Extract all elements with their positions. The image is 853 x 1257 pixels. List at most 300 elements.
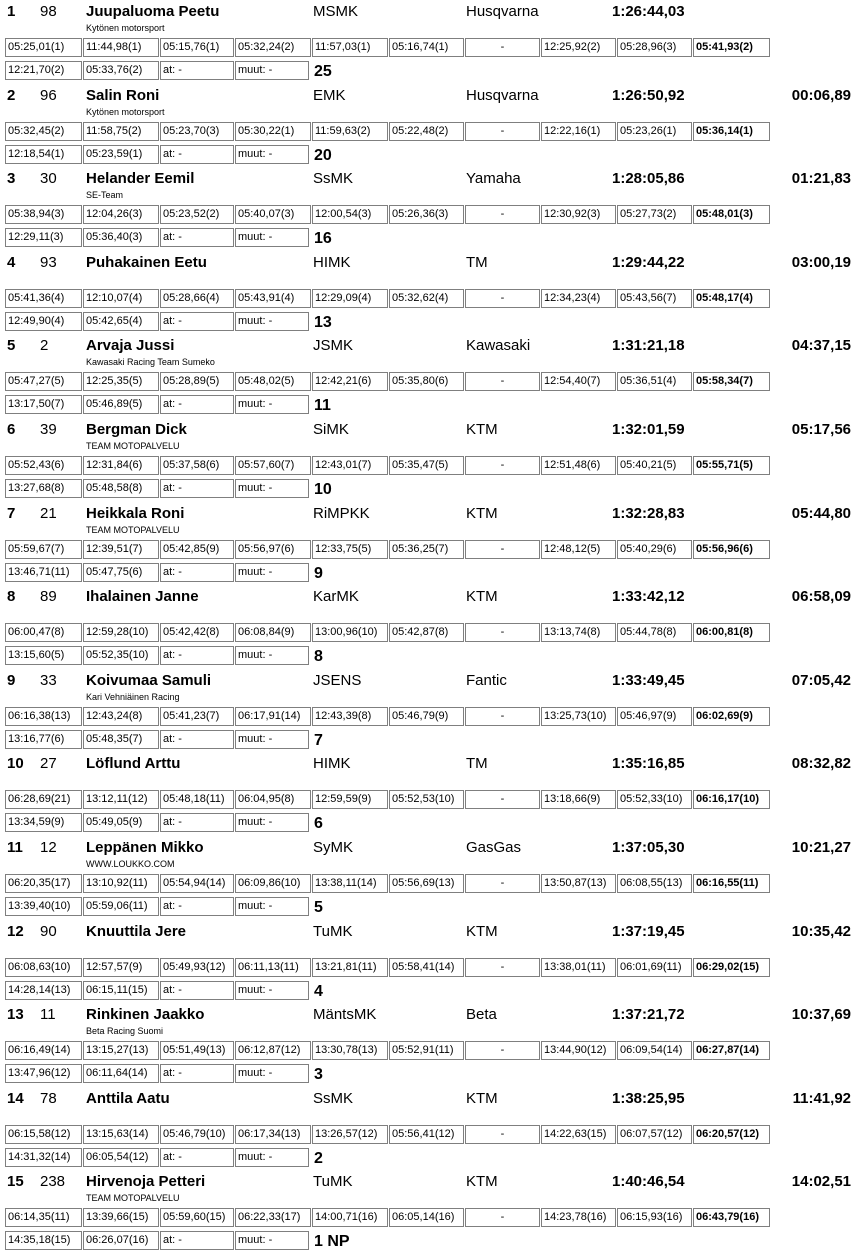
- lap-time-cell: 05:56,41(12): [389, 1125, 464, 1144]
- result-row: [0, 84, 853, 168]
- at-cell: at: -: [160, 897, 234, 916]
- motorcycle-make: Husqvarna: [466, 3, 539, 20]
- lap-time-cell: 06:04,95(8): [235, 790, 311, 809]
- lap-time-cell: -: [465, 874, 540, 893]
- lap-time-cell: 05:59,60(15): [160, 1208, 234, 1227]
- lap-time-cell: 12:43,01(7): [312, 456, 388, 475]
- lap-time-cell: 06:11,64(14): [83, 1064, 159, 1083]
- time-gap: 06:58,09: [791, 588, 851, 606]
- lap-time-cell: 06:15,93(16): [617, 1208, 692, 1227]
- lap-time-cell: 13:38,01(11): [541, 958, 616, 977]
- lap-time-cell: 05:46,79(9): [389, 707, 464, 726]
- lap-time-cell: 05:28,89(5): [160, 372, 234, 391]
- time-gap: 11:41,92: [792, 1089, 851, 1107]
- result-row: [0, 502, 853, 586]
- bib-number: 27: [40, 755, 57, 773]
- lap-time-cell: 05:40,29(6): [617, 540, 692, 559]
- result-row: [0, 920, 853, 1004]
- lap-time-cell: 06:08,55(13): [617, 874, 692, 893]
- rider-header: [0, 585, 853, 609]
- lap-time-cell: -: [465, 790, 540, 809]
- lap-time-cell: -: [465, 1208, 540, 1227]
- lap-time-cell: 05:25,01(1): [5, 38, 82, 57]
- lap-time-cell: 05:23,70(3): [160, 122, 234, 141]
- rider-name: Rinkinen Jaakko: [86, 1006, 205, 1024]
- best-lap-cell: 06:16,55(11): [693, 874, 770, 893]
- lap-time-cell: 13:30,78(13): [312, 1041, 388, 1060]
- time-gap: 01:21,83: [791, 170, 851, 188]
- lap-time-cell: 14:35,18(15): [5, 1231, 82, 1250]
- motorcycle-make: KTM: [466, 922, 498, 940]
- lap-time-cell: 13:34,59(9): [5, 813, 82, 832]
- lap-time-cell: 05:27,73(2): [617, 205, 692, 224]
- lap-time-cell: 05:49,05(9): [83, 813, 159, 832]
- result-row: [0, 836, 853, 920]
- lap-time-cell: 14:31,32(14): [5, 1148, 82, 1167]
- lap-time-cell: 06:09,86(10): [235, 874, 311, 893]
- result-row: [0, 1087, 853, 1171]
- rider-header: [0, 920, 853, 944]
- team-name: Beta Racing Suomi: [86, 1026, 164, 1037]
- lap-time-cell: 13:00,96(10): [312, 623, 388, 642]
- lap-time-cell: 13:26,57(12): [312, 1125, 388, 1144]
- lap-time-cell: 12:49,90(4): [5, 312, 82, 331]
- position: 14: [7, 1089, 24, 1107]
- lap-time-cell: 14:22,63(15): [541, 1125, 616, 1144]
- result-row: [0, 669, 853, 753]
- position: 8: [7, 588, 16, 606]
- best-lap-cell: 05:55,71(5): [693, 456, 770, 475]
- team-name: SE-Team: [86, 190, 124, 201]
- time-gap: 10:35,42: [791, 922, 851, 940]
- lap-time-cell: 13:25,73(10): [541, 707, 616, 726]
- lap-time-cell: 05:41,23(7): [160, 707, 234, 726]
- motorcycle-make: TM: [466, 755, 488, 773]
- lap-time-cell: 12:25,92(2): [541, 38, 616, 57]
- rider-header: [0, 836, 853, 860]
- rider-header: [0, 502, 853, 526]
- lap-time-cell: 06:17,91(14): [235, 707, 311, 726]
- at-cell: at: -: [160, 228, 234, 247]
- lap-time-cell: 05:26,36(3): [389, 205, 464, 224]
- other-cell: muut: -: [235, 395, 309, 414]
- bib-number: 78: [40, 1089, 57, 1107]
- motorcycle-make: Fantic: [466, 671, 507, 689]
- lap-time-cell: -: [465, 1041, 540, 1060]
- motorcycle-make: Kawasaki: [466, 337, 531, 355]
- lap-time-cell: -: [465, 205, 540, 224]
- other-cell: muut: -: [235, 1148, 309, 1167]
- total-time: 1:31:21,18: [612, 337, 685, 355]
- rider-header: [0, 1087, 853, 1111]
- at-cell: at: -: [160, 1231, 234, 1250]
- lap-time-cell: 12:30,92(3): [541, 205, 616, 224]
- lap-time-cell: 12:51,48(6): [541, 456, 616, 475]
- position: 11: [7, 838, 23, 856]
- lap-time-cell: 05:47,27(5): [5, 372, 82, 391]
- at-cell: at: -: [160, 61, 234, 80]
- lap-time-cell: 05:22,48(2): [389, 122, 464, 141]
- team-name: TEAM MOTOPALVELU: [86, 440, 180, 451]
- team-name: Kari Vehniäinen Racing: [86, 691, 180, 702]
- rider-header: [0, 0, 853, 24]
- bib-number: 39: [40, 420, 57, 438]
- position: 4: [7, 253, 16, 271]
- other-cell: muut: -: [235, 145, 309, 164]
- lap-time-cell: -: [465, 456, 540, 475]
- lap-time-cell: 13:15,27(13): [83, 1041, 159, 1060]
- rider-header: [0, 167, 853, 191]
- lap-time-cell: 05:35,80(6): [389, 372, 464, 391]
- lap-time-cell: 05:54,94(14): [160, 874, 234, 893]
- total-time: 1:26:44,03: [612, 3, 685, 20]
- rider-name: Hirvenoja Petteri: [86, 1173, 206, 1191]
- points: 11: [314, 397, 331, 415]
- lap-time-cell: 05:32,24(2): [235, 38, 311, 57]
- club: HIMK: [313, 253, 351, 271]
- lap-time-cell: 13:15,60(5): [5, 646, 82, 665]
- lap-time-cell: 12:29,11(3): [5, 228, 82, 247]
- club: SyMK: [313, 838, 354, 856]
- lap-time-cell: -: [465, 623, 540, 642]
- best-lap-cell: 06:02,69(9): [693, 707, 770, 726]
- lap-time-cell: 05:59,06(11): [83, 897, 159, 916]
- rider-header: [0, 752, 853, 776]
- team-name: Kytönen motorsport: [86, 106, 165, 117]
- total-time: 1:32:28,83: [612, 504, 685, 522]
- lap-time-cell: 12:39,51(7): [83, 540, 159, 559]
- best-lap-cell: 06:16,17(10): [693, 790, 770, 809]
- lap-time-cell: 05:57,60(7): [235, 456, 311, 475]
- points: 5: [314, 898, 323, 916]
- rider-name: Löflund Arttu: [86, 755, 181, 773]
- best-lap-cell: 06:27,87(14): [693, 1041, 770, 1060]
- other-cell: muut: -: [235, 646, 309, 665]
- club: HIMK: [313, 755, 351, 773]
- rider-header: [0, 251, 853, 275]
- position: 6: [7, 420, 16, 438]
- total-time: 1:26:50,92: [612, 86, 685, 104]
- lap-time-cell: 05:42,42(8): [160, 623, 234, 642]
- lap-time-cell: 12:54,40(7): [541, 372, 616, 391]
- lap-time-cell: 05:52,35(10): [83, 646, 159, 665]
- bib-number: 238: [40, 1173, 66, 1191]
- lap-time-cell: -: [465, 958, 540, 977]
- lap-time-cell: 13:39,66(15): [83, 1208, 159, 1227]
- rider-header: [0, 1170, 853, 1194]
- lap-time-cell: 05:43,91(4): [235, 289, 311, 308]
- lap-time-cell: 05:32,62(4): [389, 289, 464, 308]
- lap-time-cell: -: [465, 707, 540, 726]
- position: 13: [7, 1006, 24, 1024]
- lap-time-cell: 05:43,56(7): [617, 289, 692, 308]
- lap-time-cell: 13:16,77(6): [5, 730, 82, 749]
- result-row: [0, 418, 853, 502]
- best-lap-cell: 06:20,57(12): [693, 1125, 770, 1144]
- rider-name: Salin Roni: [86, 86, 160, 104]
- lap-time-cell: 14:28,14(13): [5, 981, 82, 1000]
- bib-number: 33: [40, 671, 57, 689]
- lap-time-cell: 11:44,98(1): [83, 38, 159, 57]
- club: SsMK: [313, 170, 354, 188]
- points: 20: [314, 146, 332, 164]
- lap-time-cell: 05:49,93(12): [160, 958, 234, 977]
- lap-time-cell: 05:42,65(4): [83, 312, 159, 331]
- lap-time-cell: 12:10,07(4): [83, 289, 159, 308]
- club: MSMK: [313, 3, 358, 20]
- at-cell: at: -: [160, 145, 234, 164]
- lap-time-cell: 05:56,69(13): [389, 874, 464, 893]
- lap-time-cell: 05:46,97(9): [617, 707, 692, 726]
- best-lap-cell: 05:48,01(3): [693, 205, 770, 224]
- result-row: [0, 1170, 853, 1254]
- lap-time-cell: 12:43,24(8): [83, 707, 159, 726]
- lap-time-cell: 05:36,25(7): [389, 540, 464, 559]
- points: 7: [314, 731, 323, 749]
- motorcycle-make: KTM: [466, 1173, 498, 1191]
- at-cell: at: -: [160, 981, 234, 1000]
- lap-time-cell: 13:39,40(10): [5, 897, 82, 916]
- bib-number: 12: [40, 838, 57, 856]
- team-name: WWW.LOUKKO.COM: [86, 858, 175, 869]
- total-time: 1:37:19,45: [612, 922, 685, 940]
- lap-time-cell: 11:58,75(2): [83, 122, 159, 141]
- result-row: [0, 585, 853, 669]
- club: JSMK: [313, 337, 354, 355]
- other-cell: muut: -: [235, 1064, 309, 1083]
- lap-time-cell: 05:47,75(6): [83, 563, 159, 582]
- lap-time-cell: 13:17,50(7): [5, 395, 82, 414]
- other-cell: muut: -: [235, 312, 309, 331]
- other-cell: muut: -: [235, 1231, 309, 1250]
- bib-number: 2: [40, 337, 49, 355]
- best-lap-cell: 05:58,34(7): [693, 372, 770, 391]
- lap-time-cell: 05:16,74(1): [389, 38, 464, 57]
- team-name: TEAM MOTOPALVELU: [86, 524, 180, 535]
- lap-time-cell: 05:58,41(14): [389, 958, 464, 977]
- rider-name: Juupaluoma Peetu: [86, 3, 220, 20]
- other-cell: muut: -: [235, 981, 309, 1000]
- lap-time-cell: -: [465, 540, 540, 559]
- at-cell: at: -: [160, 479, 234, 498]
- lap-time-cell: 05:52,43(6): [5, 456, 82, 475]
- lap-time-cell: 13:18,66(9): [541, 790, 616, 809]
- club: EMK: [313, 86, 346, 104]
- lap-time-cell: 12:29,09(4): [312, 289, 388, 308]
- lap-time-cell: 05:51,49(13): [160, 1041, 234, 1060]
- lap-time-cell: 05:40,07(3): [235, 205, 311, 224]
- best-lap-cell: 06:43,79(16): [693, 1208, 770, 1227]
- motorcycle-make: KTM: [466, 588, 498, 606]
- at-cell: at: -: [160, 395, 234, 414]
- lap-time-cell: 13:46,71(11): [5, 563, 82, 582]
- lap-time-cell: 11:59,63(2): [312, 122, 388, 141]
- lap-time-cell: 13:10,92(11): [83, 874, 159, 893]
- total-time: 1:35:16,85: [612, 755, 685, 773]
- bib-number: 89: [40, 588, 57, 606]
- lap-time-cell: 06:08,63(10): [5, 958, 82, 977]
- rider-header: [0, 84, 853, 108]
- club: SsMK: [313, 1089, 354, 1107]
- total-time: 1:32:01,59: [612, 420, 685, 438]
- bib-number: 93: [40, 253, 57, 271]
- lap-time-cell: 05:36,40(3): [83, 228, 159, 247]
- total-time: 1:38:25,95: [612, 1089, 685, 1107]
- total-time: 1:40:46,54: [612, 1173, 685, 1191]
- lap-time-cell: 05:40,21(5): [617, 456, 692, 475]
- lap-time-cell: 14:00,71(16): [312, 1208, 388, 1227]
- lap-time-cell: 06:11,13(11): [235, 958, 311, 977]
- lap-time-cell: 05:42,85(9): [160, 540, 234, 559]
- rider-name: Koivumaa Samuli: [86, 671, 212, 689]
- lap-time-cell: 12:34,23(4): [541, 289, 616, 308]
- lap-time-cell: 05:46,79(10): [160, 1125, 234, 1144]
- lap-time-cell: 06:17,34(13): [235, 1125, 311, 1144]
- other-cell: muut: -: [235, 228, 309, 247]
- best-lap-cell: 06:00,81(8): [693, 623, 770, 642]
- time-gap: 10:37,69: [791, 1006, 851, 1024]
- other-cell: muut: -: [235, 479, 309, 498]
- lap-time-cell: 05:46,89(5): [83, 395, 159, 414]
- lap-time-cell: 12:22,16(1): [541, 122, 616, 141]
- time-gap: 05:44,80: [791, 504, 851, 522]
- points: 16: [314, 230, 332, 248]
- team-name: Kytönen motorsport: [86, 23, 165, 33]
- lap-time-cell: 05:28,96(3): [617, 38, 692, 57]
- lap-time-cell: 05:41,36(4): [5, 289, 82, 308]
- lap-time-cell: 06:09,54(14): [617, 1041, 692, 1060]
- lap-time-cell: 05:38,94(3): [5, 205, 82, 224]
- points: 2: [314, 1149, 323, 1167]
- lap-time-cell: 06:12,87(12): [235, 1041, 311, 1060]
- lap-time-cell: 06:26,07(16): [83, 1231, 159, 1250]
- result-row: [0, 0, 853, 84]
- lap-time-cell: 06:14,35(11): [5, 1208, 82, 1227]
- lap-time-cell: 05:52,53(10): [389, 790, 464, 809]
- lap-time-cell: 12:57,57(9): [83, 958, 159, 977]
- lap-time-cell: -: [465, 1125, 540, 1144]
- lap-time-cell: 12:59,59(9): [312, 790, 388, 809]
- position: 12: [7, 922, 24, 940]
- lap-time-cell: 13:12,11(12): [83, 790, 159, 809]
- lap-time-cell: 05:36,51(4): [617, 372, 692, 391]
- bib-number: 90: [40, 922, 57, 940]
- lap-time-cell: 05:32,45(2): [5, 122, 82, 141]
- position: 5: [7, 337, 16, 355]
- other-cell: muut: -: [235, 61, 309, 80]
- result-row: [0, 1003, 853, 1087]
- lap-time-cell: 05:48,58(8): [83, 479, 159, 498]
- at-cell: at: -: [160, 563, 234, 582]
- position: 15: [7, 1173, 24, 1191]
- lap-time-cell: 05:15,76(1): [160, 38, 234, 57]
- lap-time-cell: 12:00,54(3): [312, 205, 388, 224]
- total-time: 1:37:05,30: [612, 838, 685, 856]
- best-lap-cell: 06:29,02(15): [693, 958, 770, 977]
- lap-time-cell: 06:15,11(15): [83, 981, 159, 1000]
- result-row: [0, 167, 853, 251]
- best-lap-cell: 05:56,96(6): [693, 540, 770, 559]
- lap-time-cell: 05:23,59(1): [83, 145, 159, 164]
- rider-name: Arvaja Jussi: [86, 337, 175, 355]
- rider-header: [0, 334, 853, 358]
- at-cell: at: -: [160, 646, 234, 665]
- lap-time-cell: 06:07,57(12): [617, 1125, 692, 1144]
- rider-name: Puhakainen Eetu: [86, 253, 207, 271]
- bib-number: 11: [40, 1006, 56, 1024]
- club: SiMK: [313, 420, 349, 438]
- lap-time-cell: 12:21,70(2): [5, 61, 82, 80]
- at-cell: at: -: [160, 312, 234, 331]
- lap-time-cell: 13:27,68(8): [5, 479, 82, 498]
- lap-time-cell: 12:43,39(8): [312, 707, 388, 726]
- points: 1 NP: [314, 1233, 350, 1251]
- rider-name: Anttila Aatu: [86, 1089, 170, 1107]
- lap-time-cell: 13:13,74(8): [541, 623, 616, 642]
- time-gap: 10:21,27: [791, 838, 851, 856]
- position: 1: [7, 3, 16, 20]
- lap-time-cell: 05:28,66(4): [160, 289, 234, 308]
- lap-time-cell: 05:59,67(7): [5, 540, 82, 559]
- rider-header: [0, 669, 853, 693]
- best-lap-cell: 05:48,17(4): [693, 289, 770, 308]
- lap-time-cell: 05:44,78(8): [617, 623, 692, 642]
- time-gap: 14:02,51: [791, 1173, 851, 1191]
- lap-time-cell: 05:23,26(1): [617, 122, 692, 141]
- time-gap: 04:37,15: [791, 337, 851, 355]
- club: MäntsMK: [313, 1006, 377, 1024]
- lap-time-cell: 06:05,14(16): [389, 1208, 464, 1227]
- lap-time-cell: -: [465, 122, 540, 141]
- lap-time-cell: 06:16,38(13): [5, 707, 82, 726]
- motorcycle-make: TM: [466, 253, 488, 271]
- lap-time-cell: 13:47,96(12): [5, 1064, 82, 1083]
- lap-time-cell: 06:00,47(8): [5, 623, 82, 642]
- lap-time-cell: 06:20,35(17): [5, 874, 82, 893]
- rider-name: Bergman Dick: [86, 420, 187, 438]
- rider-header: [0, 418, 853, 442]
- motorcycle-make: KTM: [466, 420, 498, 438]
- lap-time-cell: 06:22,33(17): [235, 1208, 311, 1227]
- lap-time-cell: 12:48,12(5): [541, 540, 616, 559]
- lap-time-cell: 12:33,75(5): [312, 540, 388, 559]
- points: 6: [314, 815, 323, 833]
- time-gap: 03:00,19: [791, 253, 851, 271]
- position: 2: [7, 86, 16, 104]
- other-cell: muut: -: [235, 730, 309, 749]
- best-lap-cell: 05:41,93(2): [693, 38, 770, 57]
- at-cell: at: -: [160, 1148, 234, 1167]
- lap-time-cell: 06:28,69(21): [5, 790, 82, 809]
- lap-time-cell: 05:56,97(6): [235, 540, 311, 559]
- position: 9: [7, 671, 16, 689]
- lap-time-cell: 12:04,26(3): [83, 205, 159, 224]
- rider-name: Heikkala Roni: [86, 504, 185, 522]
- lap-time-cell: 12:42,21(6): [312, 372, 388, 391]
- club: RiMPKK: [313, 504, 370, 522]
- other-cell: muut: -: [235, 813, 309, 832]
- lap-time-cell: 13:15,63(14): [83, 1125, 159, 1144]
- points: 10: [314, 480, 332, 498]
- lap-time-cell: -: [465, 38, 540, 57]
- bib-number: 21: [40, 504, 57, 522]
- bib-number: 30: [40, 170, 57, 188]
- lap-time-cell: -: [465, 372, 540, 391]
- team-name: TEAM MOTOPALVELU: [86, 1193, 180, 1204]
- lap-time-cell: 11:57,03(1): [312, 38, 388, 57]
- rider-name: Helander Eemil: [86, 170, 195, 188]
- lap-time-cell: 05:48,35(7): [83, 730, 159, 749]
